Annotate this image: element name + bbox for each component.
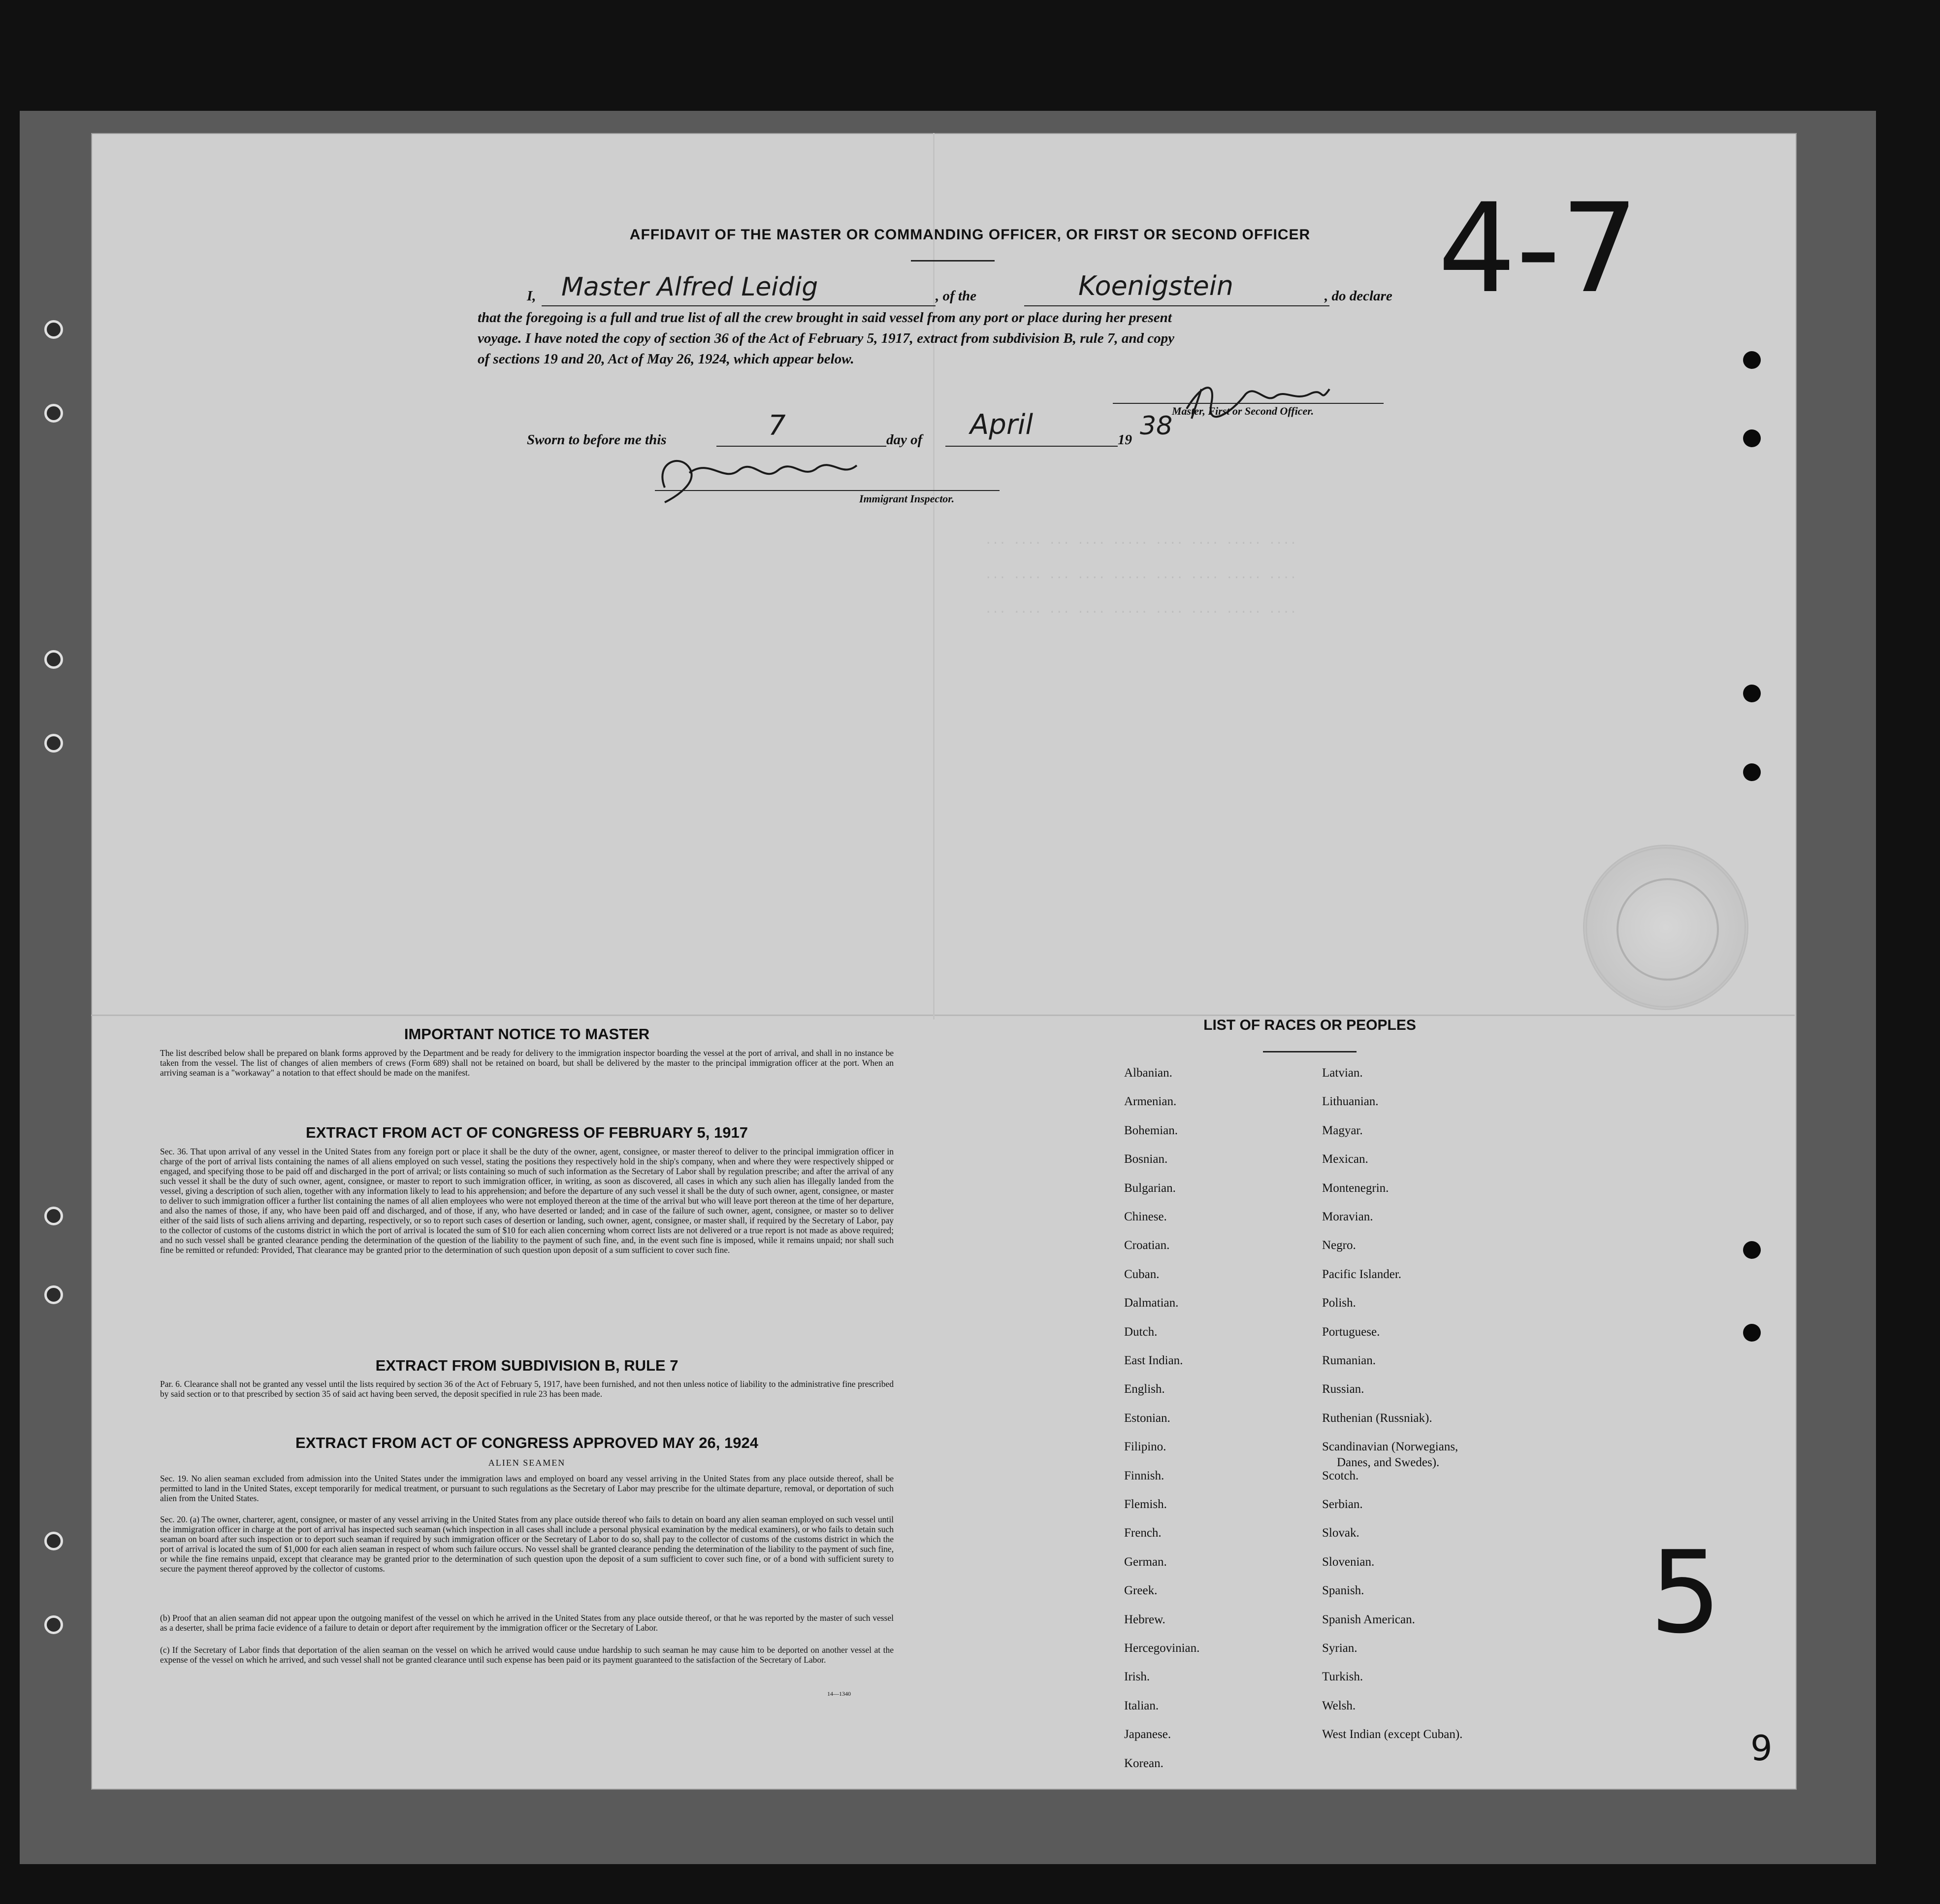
race-item: Latvian.	[1322, 1066, 1363, 1080]
punch-hole	[1743, 351, 1761, 369]
bleed-through-text: ··· ···· ··· ···· ····· ···· ···· ····· ····	[985, 606, 1297, 619]
master-name: Master Alfred Leidig	[561, 272, 818, 302]
race-item: Greek.	[1124, 1584, 1158, 1598]
sec-20a-body: Sec. 20. (a) The owner, charterer, agent, consignee, or master of any vessel arriving in the United States from any place outside thereof who fails to detain on board any alien seaman employed on such vessel until the immigration officer in charge at the port of arrival has inspected such seaman (which inspection in all cases shall include a personal physical examination by the medical examiners), or who fails to detain such seaman on board after such inspection or to deport such seaman if required by such immigration officer or the Secretary of Labor to do so, shall pay to the collector of customs of the customs district in which the port of arrival is located the sum of $1,000 for each alien seaman in respect of whom such failure occurs. No vessel shall be granted clearance pending the determination of the liability to the payment of such fine, or while the fine remains unpaid, except that clearance may be granted prior to the determination of such question upon the deposit of a sum sufficient to cover such fine, or of a bond with sufficient surety to secure the payment thereof approved by the collector of customs.	[160, 1514, 894, 1574]
race-item: Welsh.	[1322, 1699, 1356, 1712]
race-item: Japanese.	[1124, 1728, 1171, 1741]
affidavit-title: AFFIDAVIT OF THE MASTER OR COMMANDING OFFICER, OR FIRST OR SECOND OFFICER	[629, 227, 1311, 243]
punch-hole	[1743, 1241, 1761, 1259]
race-item: Hebrew.	[1124, 1612, 1165, 1626]
embossed-seal	[1583, 845, 1748, 1010]
race-item: Bohemian.	[1124, 1123, 1178, 1137]
binder-hole	[44, 734, 63, 753]
month-line	[945, 446, 1118, 447]
race-item: Hercegovinian.	[1124, 1641, 1200, 1655]
race-item: Irish.	[1124, 1670, 1150, 1684]
race-item: Italian.	[1124, 1699, 1159, 1712]
of-the-label: , of the	[936, 288, 976, 304]
year-prefix: 19	[1118, 432, 1132, 448]
punch-hole	[1743, 429, 1761, 447]
race-item: Lithuanian.	[1322, 1095, 1379, 1109]
master-signature-line	[1113, 403, 1384, 404]
month-value: April	[970, 409, 1033, 441]
binder-hole	[44, 1207, 63, 1225]
declaration-line-3: voyage. I have noted the copy of section 36 of the Act of February 5, 1917, extract from subdivision B, rule 7, and copy	[478, 330, 1174, 346]
race-item: Flemish.	[1124, 1498, 1167, 1511]
race-item: Slovak.	[1322, 1526, 1359, 1540]
race-item: Finnish.	[1124, 1469, 1164, 1482]
race-item: English.	[1124, 1382, 1165, 1396]
bleed-through-text: ··· ···· ··· ···· ····· ···· ···· ····· ····	[985, 571, 1297, 585]
race-item: Chinese.	[1124, 1210, 1167, 1223]
notice-title: IMPORTANT NOTICE TO MASTER	[404, 1025, 650, 1043]
race-item: French.	[1124, 1526, 1162, 1540]
handwritten-bottom-number: 5	[1649, 1527, 1722, 1659]
binder-hole	[44, 1532, 63, 1550]
alien-seamen-subtitle: ALIEN SEAMEN	[488, 1458, 566, 1468]
declaration-line-2: that the foregoing is a full and true list of all the crew brought in said vessel from any port or place during her present	[478, 310, 1172, 326]
race-item: Russian.	[1322, 1382, 1364, 1396]
inspector-signature-line	[655, 490, 1000, 491]
handwritten-page-number: 4-7	[1438, 177, 1639, 320]
subdivision-b-body: Par. 6. Clearance shall not be granted any vessel until the lists required by section 36 of the Act of February 5, 1917, have been furnished, and not then unless notice of liability to the administrative fine prescribed by said section or to that prescribed by section 35 of said act having been served, the deposit specified in rule 23 has been made.	[160, 1379, 894, 1399]
master-caption: Master, First or Second Officer.	[1172, 405, 1314, 417]
race-item: East Indian.	[1124, 1354, 1183, 1367]
binder-hole	[44, 650, 63, 669]
race-item: Scandinavian (Norwegians,	[1322, 1440, 1458, 1454]
extract-1924-title: EXTRACT FROM ACT OF CONGRESS APPROVED MAY 26, 1924	[295, 1434, 758, 1451]
race-item: Polish.	[1322, 1296, 1356, 1310]
race-item: Montenegrin.	[1322, 1181, 1389, 1195]
vessel-name: Koenigstein	[1078, 270, 1234, 301]
race-item: Negro.	[1322, 1239, 1356, 1252]
extract-1917-title: EXTRACT FROM ACT OF CONGRESS OF FEBRUARY 5, 1917	[306, 1124, 748, 1141]
race-item: Dalmatian.	[1124, 1296, 1179, 1310]
handwritten-corner-mark: 9	[1750, 1728, 1773, 1769]
race-item: Syrian.	[1322, 1641, 1358, 1655]
extract-1917-body: Sec. 36. That upon arrival of any vessel in the United States from any foreign port or place it shall be the duty of the owner, agent, consignee, or master thereof to deliver to the principal immigration officer in charge of the port of arrival lists containing the names of all aliens employed on such vessel, stating the positions they respectively hold in the ship's company, when and where they were respectively shipped or engaged, and specifying those to be paid off and discharged in the port of arrival; or lists containing so much of such information as the Secretary of Labor shall by regulation prescribe; and after the arrival of any such vessel it shall be the duty of such owner, agent, consignee, or master to report to such immigration officer, in writing, as soon as discovered, all cases in which any such alien has illegally landed from the vessel, giving a description of such alien, together with any information likely to lead to his apprehension; and before the departure of any such vessel it shall be the duty of such owner, agent, consignee, or master to deliver to such immigration officer a further list containing the names of all alien employees who were not employed thereon at the time of the arrival but who will leave port thereon at the time of her departure, and also the names of those, if any, who have been paid off and discharged, and of those, if any, who have deserted or landed; and in case of the failure of such owner, agent, consignee, or master so to deliver either of the said lists of such aliens arriving and departing, respectively, or so to report such cases of desertion or landing, such owner, agent, consignee, or master shall, if required by the Secretary of Labor, pay to the collector of customs of the customs district in which the port of arrival is located the sum of $10 for each alien concerning whom correct lists are not delivered or a true report is not made as above required; and no such vessel shall be granted clearance pending the determination of the question of the liability to the payment of such fine, and, in the event such fine is imposed, while it remains unpaid; nor shall such fine be remitted or refunded: Provided, That clearance may be granted prior to the determination of such question upon deposit of a sum sufficient to cover such fine.	[160, 1147, 894, 1255]
binder-hole	[44, 404, 63, 423]
punch-hole	[1743, 1324, 1761, 1342]
race-item: Spanish American.	[1322, 1612, 1415, 1626]
race-item: Albanian.	[1124, 1066, 1172, 1080]
race-item: Serbian.	[1322, 1498, 1363, 1511]
day-value: 7	[768, 410, 786, 442]
title-rule	[911, 260, 995, 262]
master-name-line	[542, 305, 936, 306]
fold-line-vertical	[933, 133, 935, 1019]
race-item: Cuban.	[1124, 1267, 1160, 1281]
form-number: 14—1340	[827, 1690, 851, 1697]
race-item: Slovenian.	[1322, 1555, 1375, 1569]
i-label: I,	[527, 288, 536, 304]
binder-hole	[44, 1615, 63, 1634]
races-title: LIST OF RACES OR PEOPLES	[1203, 1017, 1416, 1033]
inspector-caption: Immigrant Inspector.	[859, 492, 955, 505]
races-title-rule	[1263, 1051, 1357, 1052]
race-item: Dutch.	[1124, 1325, 1158, 1339]
race-item: Turkish.	[1322, 1670, 1363, 1684]
race-item-continuation: Danes, and Swedes).	[1337, 1456, 1440, 1470]
punch-hole	[1743, 685, 1761, 702]
seal-center	[1617, 878, 1719, 981]
race-item: Mexican.	[1322, 1152, 1368, 1166]
race-item: West Indian (except Cuban).	[1322, 1728, 1463, 1741]
race-item: Ruthenian (Russniak).	[1322, 1411, 1432, 1425]
race-item: Moravian.	[1322, 1210, 1373, 1223]
race-item: Pacific Islander.	[1322, 1267, 1402, 1281]
race-item: Rumanian.	[1322, 1354, 1376, 1367]
race-item: Spanish.	[1322, 1584, 1364, 1598]
race-item: Bosnian.	[1124, 1152, 1168, 1166]
inspector-signature	[645, 443, 872, 512]
master-signature	[1172, 374, 1334, 428]
race-item: Scotch.	[1322, 1469, 1359, 1482]
race-item: Armenian.	[1124, 1095, 1177, 1109]
sec-20b-body: (b) Proof that an alien seaman did not appear upon the outgoing manifest of the vessel on which he arrived in the United States from any place outside thereof, or that he was reported by the master of such vessel as a deserter, shall be prima facie evidence of a failure to detain or deport after requirement by the immigration officer or the Secretary of Labor.	[160, 1613, 894, 1633]
day-of-label: day of	[886, 432, 923, 448]
race-item: Portuguese.	[1322, 1325, 1380, 1339]
race-item: Korean.	[1124, 1756, 1164, 1770]
race-item: Croatian.	[1124, 1239, 1170, 1252]
fold-line-horizontal	[91, 1015, 1795, 1016]
sec-20c-body: (c) If the Secretary of Labor finds that deportation of the alien seaman on the vessel on which he arrived would cause undue hardship to such seaman he may cause him to be deported on another vessel at the expense of the vessel on which he arrived, and such vessel shall not be granted clearance until such expense has been paid or its payment guaranteed to the satisfaction of the Secretary of Labor.	[160, 1645, 894, 1665]
year-suffix: 38	[1140, 411, 1173, 441]
race-item: German.	[1124, 1555, 1167, 1569]
sworn-label: Sworn to before me this	[527, 432, 667, 448]
notice-body: The list described below shall be prepared on blank forms approved by the Department and be ready for delivery to the immigration inspector boarding the vessel at the port of arrival, and shall in no instance be taken from the vessel. The list of changes of alien members of crews (Form 689) shall not be retained on board, but shall be delivered by the master to the principal immigration officer at the port. When an arriving seaman is a "workaway" a notation to that effect should be made on the manifest.	[160, 1048, 894, 1078]
sec-19-body: Sec. 19. No alien seaman excluded from admission into the United States under the immigration laws and employed on board any vessel arriving in the United States from any place outside thereof, shall be permitted to land in the United States, except temporarily for medical treatment, or pursuant to such regulations as the Secretary of Labor may prescribe for the ultimate departure, removal, or deportation of such alien from the United States.	[160, 1474, 894, 1503]
do-declare-label: , do declare	[1325, 288, 1392, 304]
race-item: Filipino.	[1124, 1440, 1166, 1454]
subdivision-b-title: EXTRACT FROM SUBDIVISION B, RULE 7	[375, 1357, 679, 1374]
binder-hole	[44, 320, 63, 339]
vessel-name-line	[1024, 305, 1329, 306]
race-item: Estonian.	[1124, 1411, 1170, 1425]
race-item: Bulgarian.	[1124, 1181, 1176, 1195]
binder-hole	[44, 1285, 63, 1304]
declaration-line-4: of sections 19 and 20, Act of May 26, 1924, which appear below.	[478, 351, 854, 367]
race-item: Magyar.	[1322, 1123, 1363, 1137]
bleed-through-text: ··· ···· ··· ···· ····· ···· ···· ····· ····	[985, 537, 1297, 550]
punch-hole	[1743, 763, 1761, 781]
